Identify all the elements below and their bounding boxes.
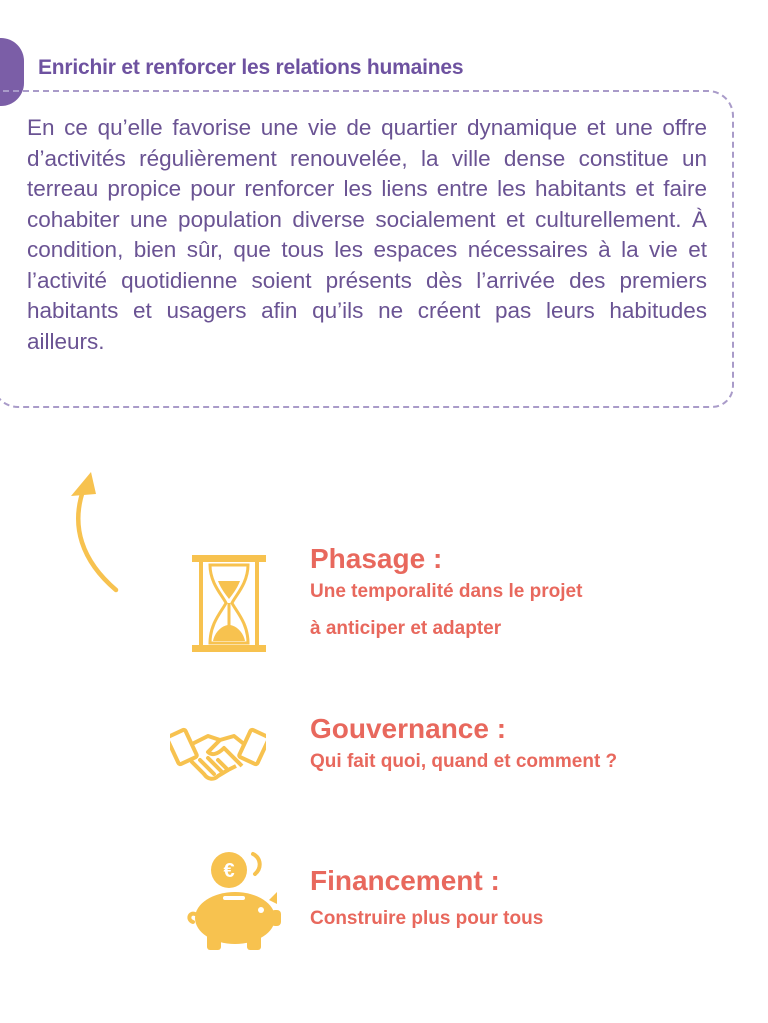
gouvernance-line-1: Qui fait quoi, quand et comment ? (310, 751, 618, 772)
section-title: Enrichir et renforcer les relations humaines (38, 56, 464, 79)
phasage-line-2: à anticiper et adapter (310, 618, 502, 639)
phasage-title: Phasage : (310, 543, 443, 574)
phasage-line-1: Une temporalité dans le projet (310, 581, 583, 602)
financement-line-1: Construire plus pour tous (310, 908, 544, 929)
financement-title: Financement : (310, 865, 500, 896)
curved-arrow-icon (60, 466, 130, 596)
handshake-icon (170, 722, 266, 794)
svg-text:€: € (223, 860, 235, 882)
piggy-bank-icon (185, 848, 285, 952)
gouvernance-title: Gouvernance : (310, 713, 507, 744)
hourglass-icon (188, 553, 270, 655)
section-paragraph: En ce qu’elle favorise une vie de quartier dynamique et une offre d’activités régulièrement renouvelée, la ville dense constitue un terreau propice pour renforcer les liens entre les habitants et faire cohabiter une population diverse socialement et culturellement. À condition, bien sûr, que tous les espaces nécessaires à la vie et l’activité quotidienne soient présents dès l’arrivée des premiers habitants et usagers afin qu’ils ne créent pas leurs habitudes ailleurs. (27, 115, 707, 354)
